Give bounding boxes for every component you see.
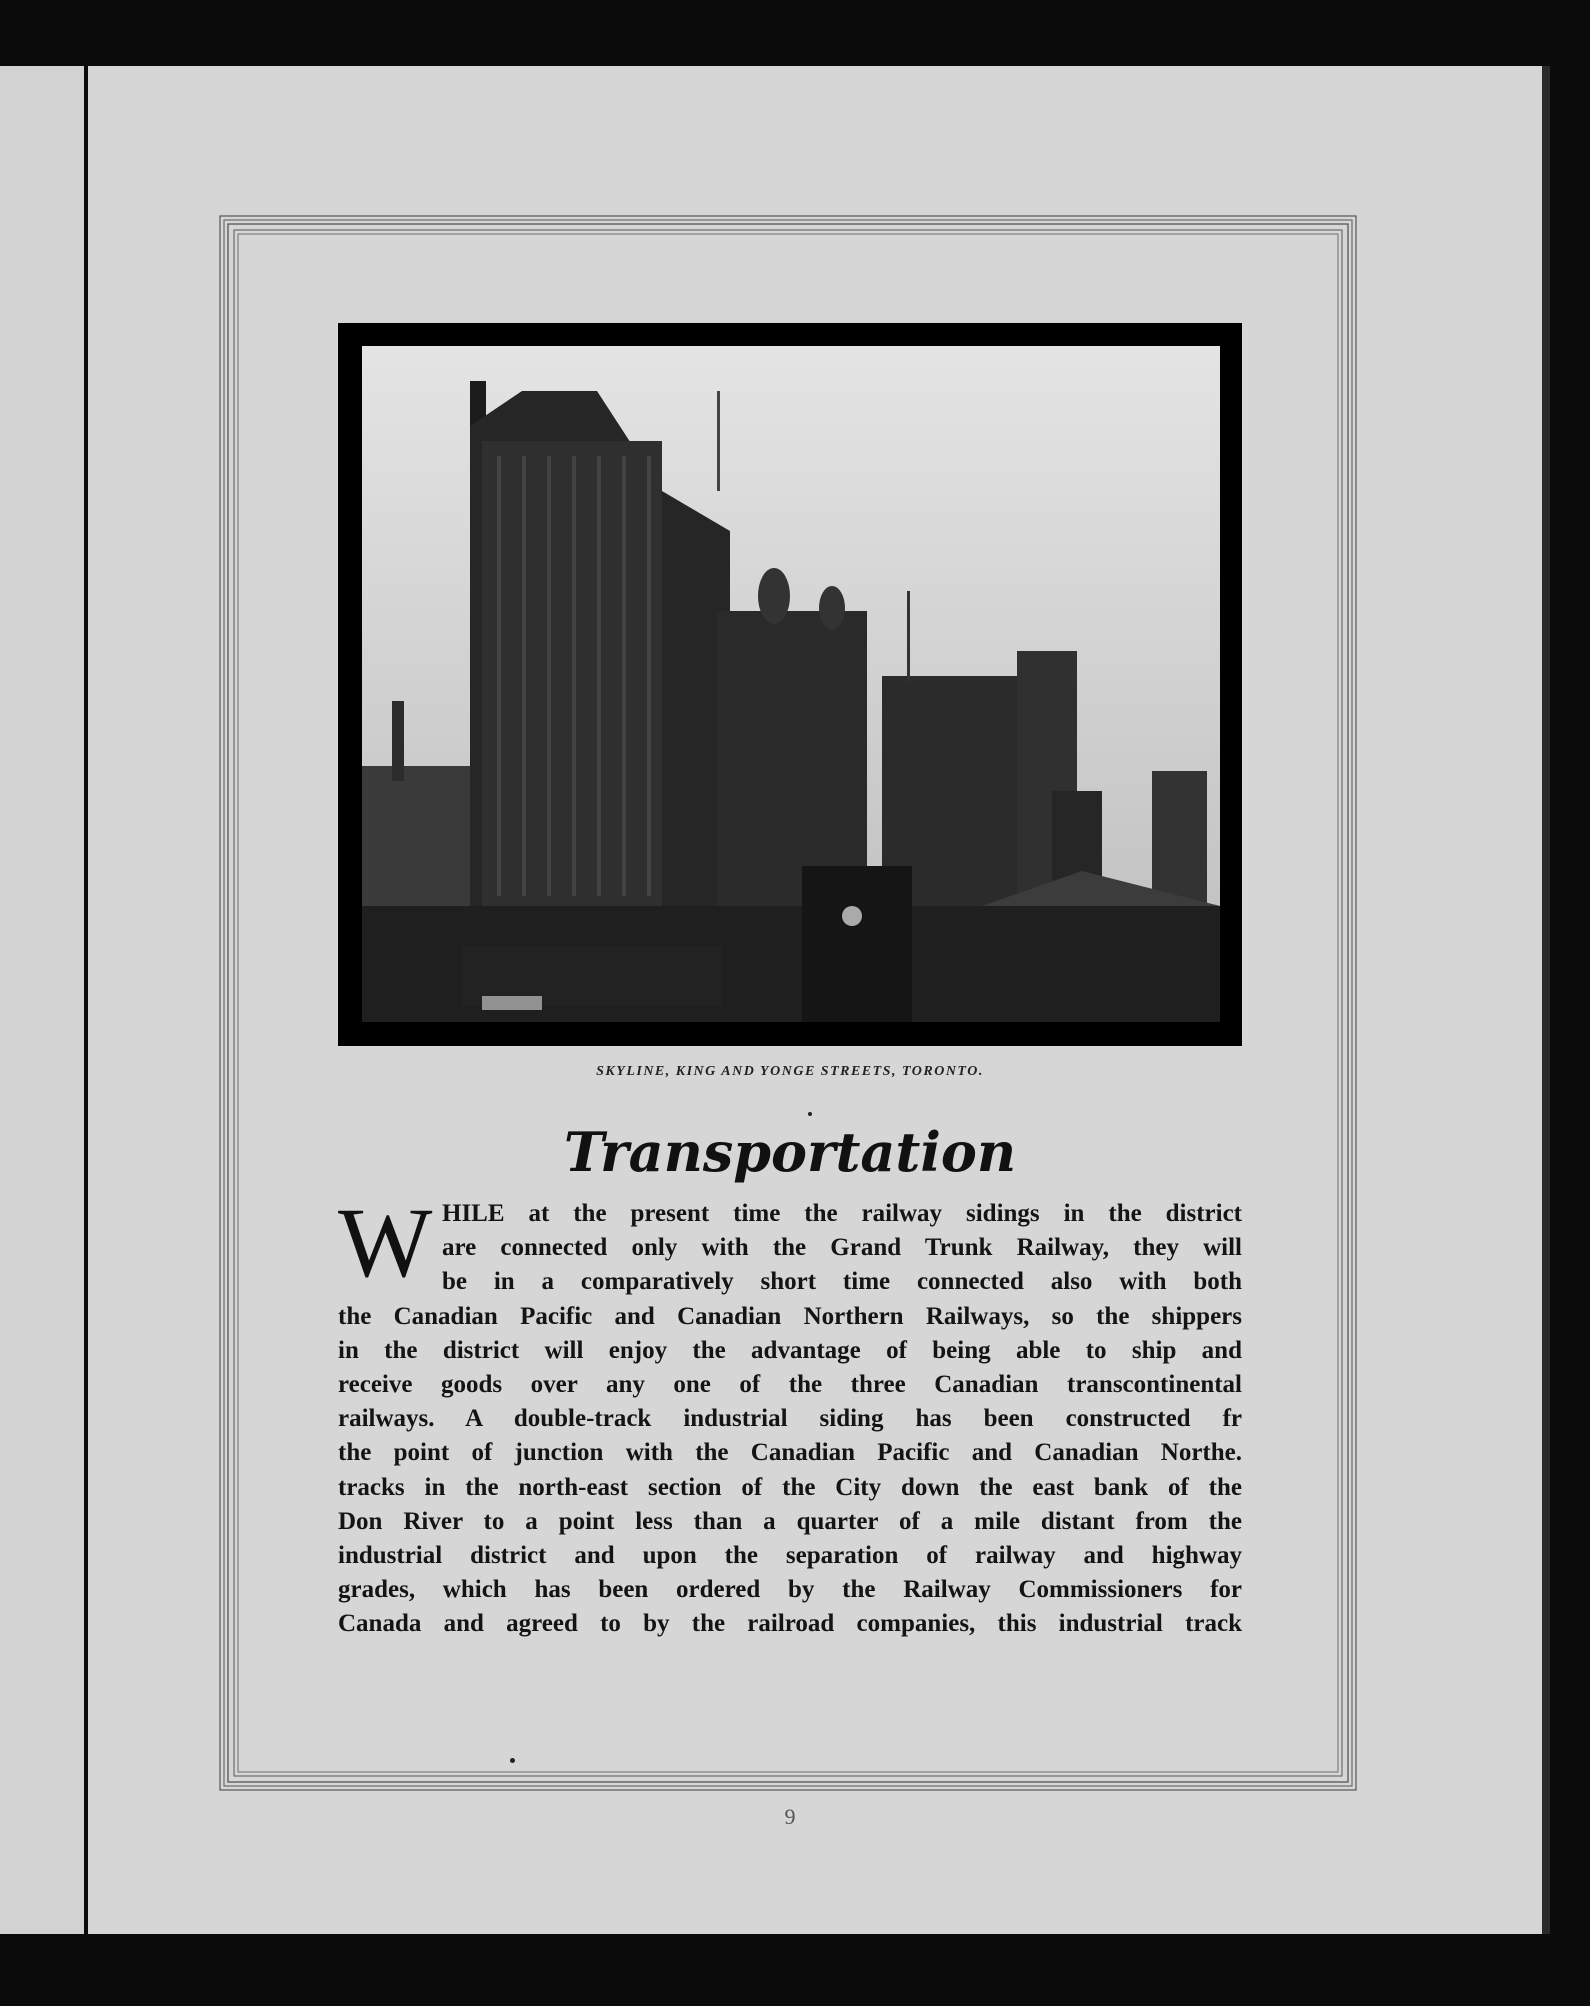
text-line: in the district will enjoy the advantage of being able to ship and [338,1336,1242,1364]
text-line: the Canadian Pacific and Canadian Northern Railways, so the shippers [338,1302,1242,1330]
page-number: 9 [784,1804,796,1829]
page-binding-edge [1542,66,1550,1934]
text-line: Canada and agreed to by the railroad companies, this industrial track [338,1610,1242,1638]
section-title: Transportation [563,1120,1017,1184]
body-paragraph [338,1197,1242,1641]
ink-speck [510,1758,515,1763]
ink-speck [808,1112,812,1116]
text-line: receive goods over any one of the three Canadian transcontinental [338,1370,1242,1398]
text-line: grades, which has been ordered by the Railway Commissioners for [338,1576,1242,1604]
left-page-edge [0,66,84,1934]
text-line: industrial district and upon the separation of railway and highway [338,1541,1242,1569]
text-line: tracks in the north-east section of the City down the east bank of the [338,1473,1242,1501]
text-line: be in a comparatively short time connected also with both [442,1268,1242,1296]
text-line: Don River to a point less than a quarter of a mile distant from the [338,1507,1242,1535]
text-line: the point of junction with the Canadian Pacific and Canadian Northe. [338,1439,1242,1467]
text-line: HILE at the present time the railway sidings in the district [442,1200,1242,1227]
text-line: railways. A double-track industrial siding has been constructed fr [338,1405,1242,1433]
drop-cap: W [338,1187,433,1298]
photo-caption: SKYLINE, KING AND YONGE STREETS, TORONTO. [596,1064,984,1079]
text-line: are connected only with the Grand Trunk Railway, they will [442,1234,1242,1262]
city-skyline-photo [362,346,1220,1022]
